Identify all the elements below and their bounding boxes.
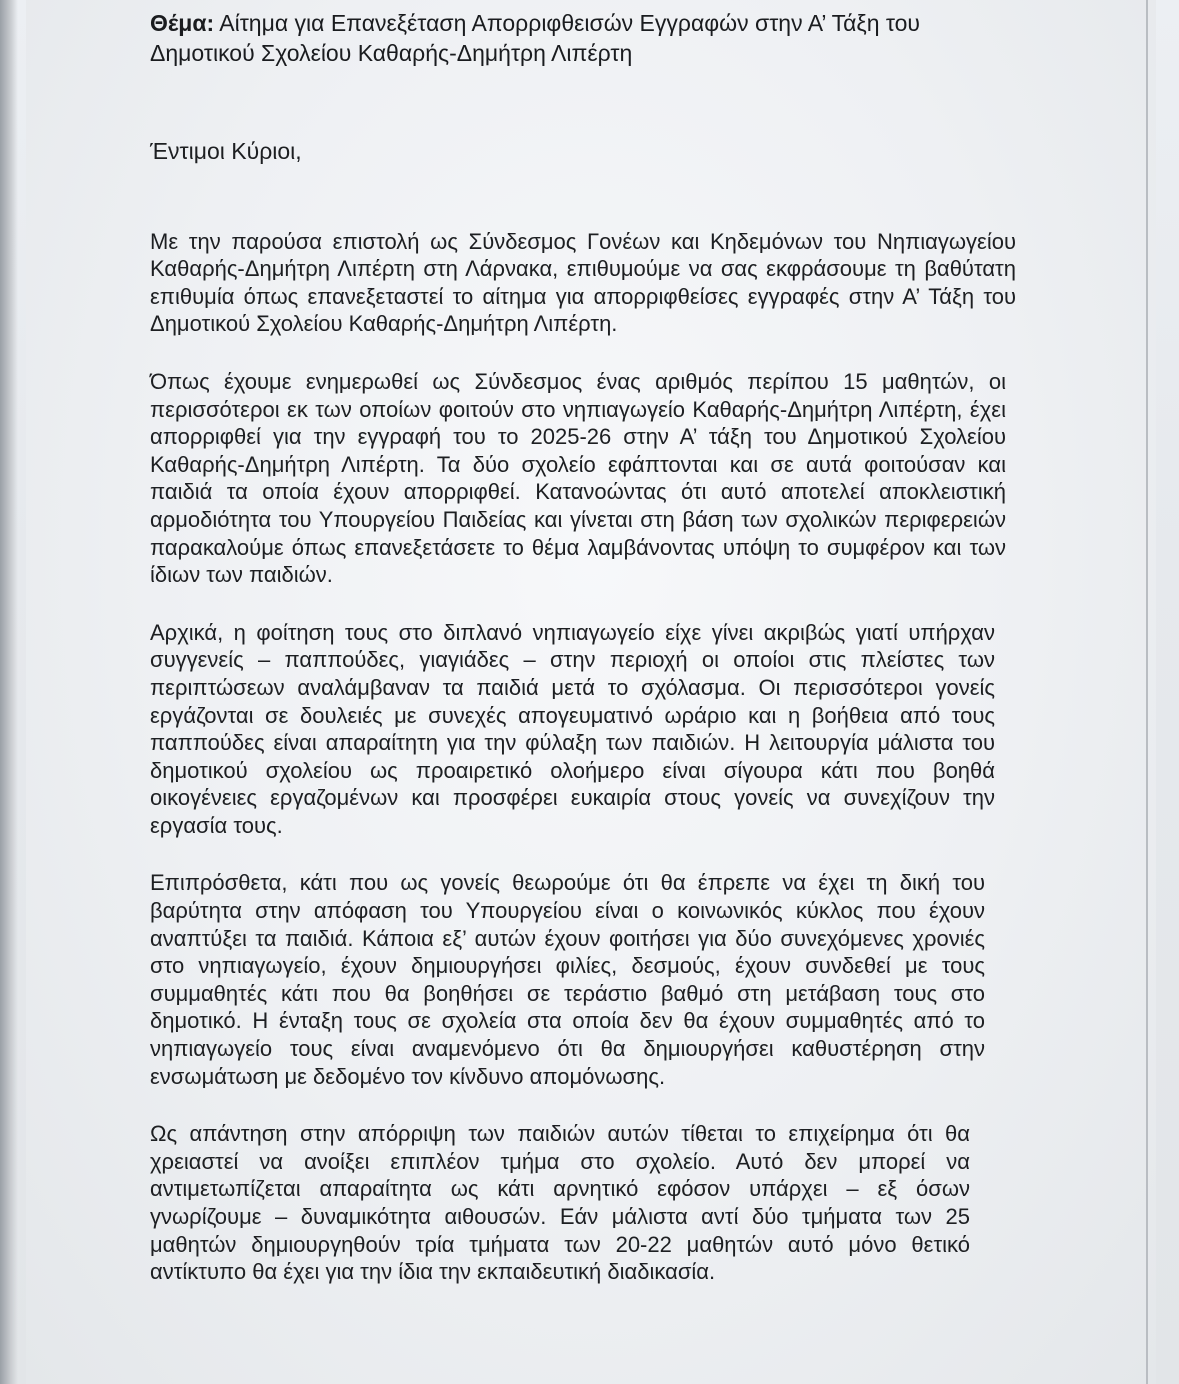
subject-label: Θέμα: [150, 10, 215, 36]
paragraph-1: Με την παρούσα επιστολή ως Σύνδεσμος Γονέων και Κηδεμόνων του Νηπιαγωγείου Καθαρής-Δημήτρη Λιπέρτη στη Λάρνακα, επιθυμούμε να σας εκφράσουμε τη βαθύτατη επιθυμία όπως επανεξεταστεί το αίτημα για απορριφθείσες εγγραφές στην Α’ Τάξη του Δημοτικού Σχολείου Καθαρής-Δημήτρη Λιπέρτη. [150, 228, 1016, 337]
paragraph-2: Όπως έχουμε ενημερωθεί ως Σύνδεσμος ένας αριθμός περίπου 15 μαθητών, οι περισσότεροι εκ των οποίων φοιτούν στο νηπιαγωγείο Καθαρής-Δημήτρη Λιπέρτη, έχει απορριφθεί για την εγγραφή του το 2025-26 στην Α’ τάξη του Δημοτικού Σχολείου Καθαρής-Δημήτρη Λιπέρτη. Τα δύο σχολείο εφάπτονται και σε αυτά φοιτούσαν και παιδιά τα οποία έχουν απορριφθεί. Κατανοώντας ότι αυτό αποτελεί αποκλειστική αρμοδιότητα του Υπουργείου Παιδείας και γίνεται στη βάση των σχολικών περιφερειών παρακαλούμε όπως επανεξετάσετε το θέμα λαμβάνοντας υπόψη το συμφέρον και των ίδιων των παιδιών. [150, 368, 1006, 588]
monitor-bezel-edge [0, 0, 18, 1384]
paragraph-3: Αρχικά, η φοίτηση τους στο διπλανό νηπιαγωγείο είχε γίνει ακριβώς γιατί υπήρχαν συγγενείς – παππούδες, γιαγιάδες – στην περιοχή οι οποίοι στις πλείστες των περιπτώσεων αναλάμβαναν τα παιδιά μετά το σχόλασμα. Οι περισσότεροι γονείς εργάζονται σε δουλειές με συνεχές απογευματινό ωράριο και η βοήθεια από τους παππούδες είναι απαραίτητη για την φύλαξη των παιδιών. Η λειτουργία μάλιστα του δημοτικού σχολείου ως προαιρετικό ολοήμερο είναι σίγουρα κάτι που βοηθά οικογένειες εργαζομένων και προσφέρει ευκαιρία στους γονείς να συνεχίζουν την εργασία τους. [150, 619, 995, 838]
paragraph-4: Επιπρόσθετα, κάτι που ως γονείς θεωρούμε ότι θα έπρεπε να έχει τη δική του βαρύτητα στην απόφαση του Υπουργείου είναι ο κοινωνικός κύκλος που έχουν αναπτύξει τα παιδιά. Κάποια εξ’ αυτών έχουν φοιτήσει για δύο συνεχόμενες χρονιές στο νηπιαγωγείο, έχουν δημιουργήσει φιλίες, δεσμούς, έχουν συνδεθεί με τους συμμαθητές κάτι που θα βοηθήσει σε τεράστιο βαθμό στη μετάβαση τους στο δημοτικό. Η ένταξη τους σε σχολεία στα οποία δεν θα έχουν συμμαθητές από το νηπιαγωγείο τους είναι αναμενόμενο ότι θα δημιουργήσει καθυστέρηση στην ενσωμάτωση με δεδομένο τον κίνδυνο απομόνωσης. [150, 870, 985, 1089]
subject-text: Αίτημα για Επανεξέταση Απορριφθεισών Εγγραφών στην Α’ Τάξη του Δημοτικού Σχολείου Καθαρής-Δημήτρη Λιπέρτη [150, 10, 921, 66]
subject-line [150, 8, 1020, 68]
paragraph-5: Ως απάντηση στην απόρριψη των παιδιών αυτών τίθεται το επιχείρημα ότι θα χρειαστεί να ανοίξει επιπλέον τμήμα στο σχολείο. Αυτό δεν μπορεί να αντιμετωπίζεται απαραίτητα ως κάτι αρνητικό εφόσον υπάρχει – εξ όσων γνωρίζουμε – δυναμικότητα αιθουσών. Εάν μάλιστα αντί δύο τμήματα των 25 μαθητών δημιουργηθούν τρία τμήματα των 20-22 μαθητών αυτό μόνο θετικό αντίκτυπο θα έχει για την ίδια την εκπαιδευτική διαδικασία. [150, 1121, 970, 1285]
salutation: Έντιμοι Κύριοι, [150, 138, 302, 164]
letter-body [150, 8, 1020, 1286]
page-edge-line [1146, 0, 1148, 1384]
